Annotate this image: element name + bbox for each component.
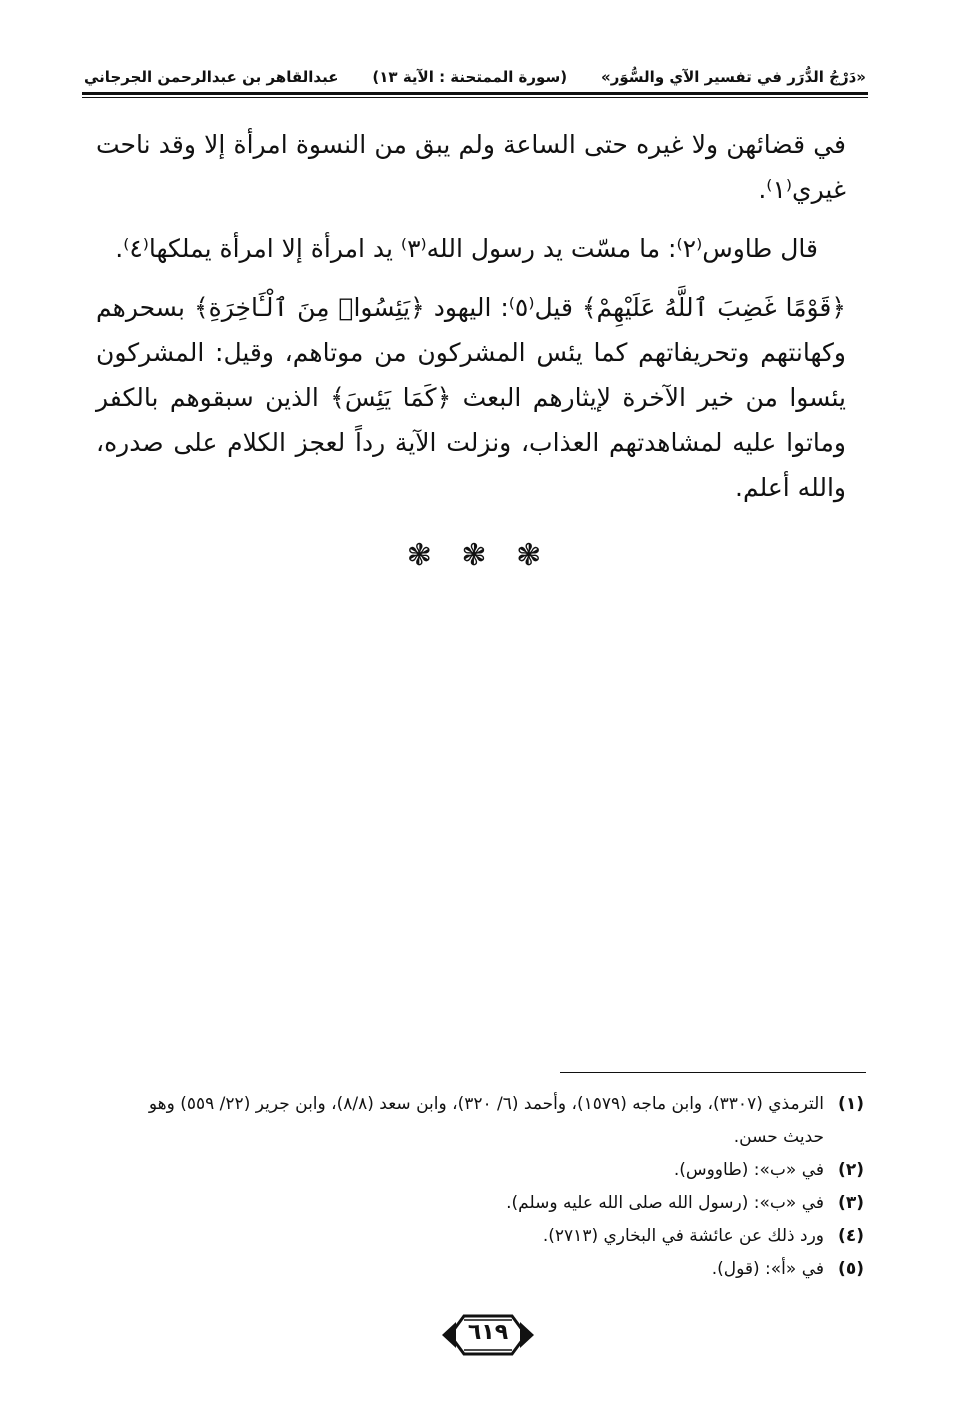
footnote-2 xyxy=(108,1154,864,1187)
footnote-4 xyxy=(108,1220,864,1253)
footnote-number: (٣) xyxy=(838,1193,864,1213)
footnote-text: في «ب»: (طاووس). xyxy=(673,1160,824,1180)
footnote-number: (٤) xyxy=(838,1226,864,1246)
footnote-number: (٢) xyxy=(838,1160,864,1180)
paragraph-2: قال طاوس⁽٢⁾: ما مسّت يد رسول الله⁽٣⁾ يد امرأة إلا امرأة يملكها⁽٤⁾. xyxy=(115,234,818,263)
header-surah-ref: (سورة الممتحنة : الآية ١٣) xyxy=(372,68,568,86)
footnote-text: في «أ»: (قول). xyxy=(711,1259,824,1279)
page-number-frame xyxy=(440,1310,536,1360)
footnote-number: (١) xyxy=(838,1094,864,1114)
page-number: ٦١٩ xyxy=(467,1320,509,1345)
header-author: عبدالقاهر بن عبدالرحمن الجرجاني xyxy=(84,68,339,86)
section-divider-ornament: ❃ ❃ ❃ xyxy=(406,538,552,573)
main-text xyxy=(96,122,846,524)
footnote-text: في «ب»: (رسول الله صلى الله عليه وسلم). xyxy=(506,1193,824,1213)
footnote-text: ورد ذلك عن عائشة في البخاري (٢٧١٣). xyxy=(542,1226,824,1246)
footnote-5 xyxy=(108,1253,864,1286)
paragraph-1: في قضائهن ولا غيره حتى الساعة ولم يبق من النسوة امرأة إلا وقد ناحت غيري⁽١⁾. xyxy=(96,130,846,204)
header-rule-thick xyxy=(82,92,868,95)
footnote-1 xyxy=(108,1088,864,1154)
running-header xyxy=(84,62,866,92)
footnote-text: الترمذي (٣٣٠٧)، وابن ماجه (١٥٧٩)، وأحمد (٦/ ٣٢٠)، وابن سعد (٨/٨)، وابن جرير (٢٢/ ٥٥٩) وهو حديث حسن. xyxy=(148,1094,824,1147)
footnote-number: (٥) xyxy=(838,1259,864,1279)
header-rule-thin xyxy=(82,97,868,98)
header-book-title: «دَرْجُ الدُّرَر في تفسير الآي والسُّوَر» xyxy=(601,68,866,86)
footnotes xyxy=(108,1088,864,1286)
paragraph-3: ﴿قَوْمًا غَضِبَ ٱللَّهُ عَلَيْهِمْ﴾ قيل⁽٥⁾: اليهود ﴿يَئِسُوا۟ مِنَ ٱلْـَٔاخِرَةِ﴾ بسحرهم وكهانتهم وتحريفاتهم كما يئس المشركون من موتاهم، وقيل: المشركون يئسوا من خير الآخرة لإيثارهم البعث ﴿كَمَا يَئِسَ﴾ الذين سبقوهم بالكفر وماتوا عليه لمشاهدتهم العذاب، ونزلت الآية رداً لعجز الكلام على صدره، والله أعلم. xyxy=(96,293,846,502)
footnote-3 xyxy=(108,1187,864,1220)
footnote-separator xyxy=(560,1072,866,1073)
